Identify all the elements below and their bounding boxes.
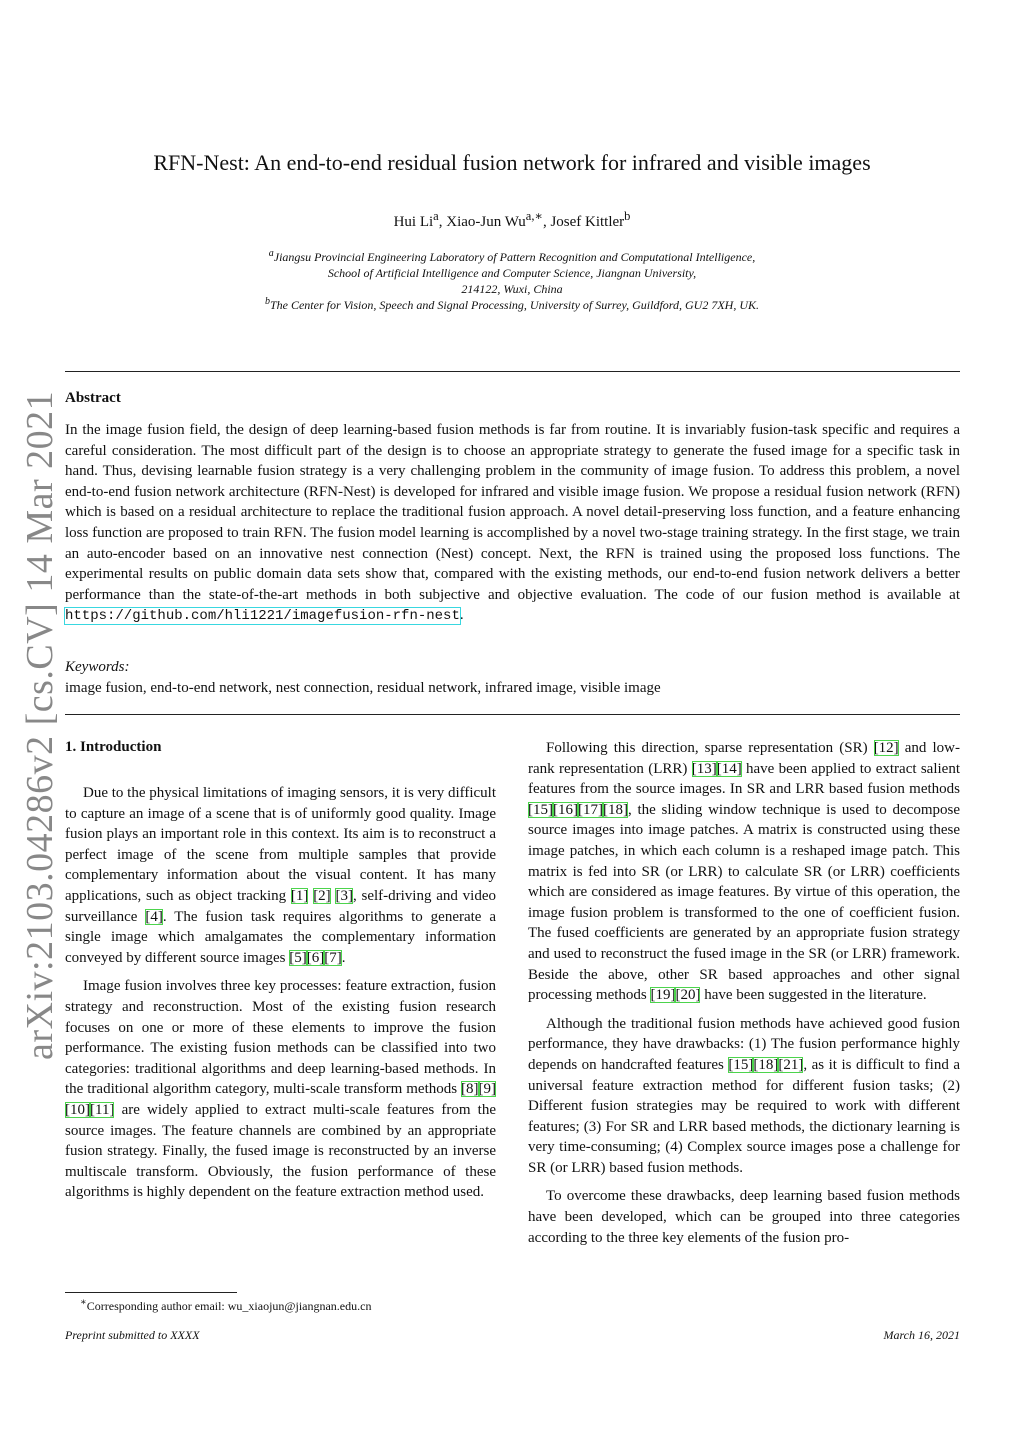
affiliation-mark: a <box>268 248 274 259</box>
affiliation-line: Jiangsu Provincial Engineering Laboratory of Pattern Recognition and Computational Intelligence, <box>273 250 756 264</box>
citation-link[interactable]: [4] <box>145 908 163 925</box>
paragraph <box>528 738 960 1006</box>
abstract-text: In the image fusion field, the design of deep learning-based fusion methods is far from routine. It is invariably fusion-task specific and requires a careful consideration. The most difficult part of the design is to choose an appropriate strategy to generate the fused image for a specific task in hand. Thus, devising learnable fusion strategy is a very challenging problem in the community of image fusion. To address this problem, a novel end-to-end fusion network architecture (RFN-Nest) is developed for infrared and visible image fusion. We propose a residual fusion network (RFN) which is based on a residual architecture to replace the traditional fusion approach. A novel detail-preserving loss function, and a feature enhancing loss function are proposed to train RFN. The fusion model learning is accomplished by a novel two-stage training strategy. In the first stage, we train an auto-encoder based on an innovative nest connection (Nest) concept. Next, the RFN is trained using the proposed loss functions. The experimental results on public domain data sets show that, compared with the existing methods, our end-to-end fusion network delivers a better performance than the state-of-the-art methods in both subjective and objective evaluation. The code of our fusion method is available at <box>65 422 960 603</box>
citation-link[interactable]: [10] <box>65 1101 90 1118</box>
footnote-rule <box>65 1292 237 1293</box>
paragraph <box>65 783 496 968</box>
citation-link[interactable]: [14] <box>716 760 742 777</box>
paragraph-text: Following this direction, sparse representation (SR) <box>546 740 874 756</box>
author-name: Hui Li <box>393 214 434 230</box>
author-affiliation-mark: a,∗ <box>525 209 543 223</box>
citation-link[interactable]: [13] <box>691 760 717 777</box>
citation-link[interactable]: [19] <box>650 987 676 1004</box>
keywords-heading: Keywords: <box>65 659 130 675</box>
footnote-mark: ∗ <box>80 1297 87 1308</box>
abstract-body <box>65 420 960 627</box>
author-affiliation-mark: b <box>624 209 631 223</box>
citation-link[interactable]: [18] <box>603 801 628 818</box>
citation-link[interactable]: [12] <box>873 740 899 756</box>
affiliation-line: 214122, Wuxi, China <box>461 282 563 296</box>
citation-link[interactable]: [15] <box>528 801 553 818</box>
author-name: , Josef Kittler <box>542 214 625 230</box>
citation-link[interactable]: [7] <box>324 949 342 966</box>
right-column <box>528 738 960 1256</box>
affiliation-mark: b <box>264 296 270 307</box>
author-list <box>0 208 1024 231</box>
arxiv-identifier: arXiv:2103.04286v2 [cs.CV] 14 Mar 2021 <box>19 390 61 1060</box>
citation-link[interactable]: [8] <box>461 1081 479 1098</box>
paragraph-text: , self-driving and video surveillance <box>65 887 497 925</box>
affiliation-line: The Center for Vision, Speech and Signal Processing, University of Surrey, Guildford, GU2 7XH, UK. <box>269 298 760 312</box>
citation-link[interactable]: [21] <box>778 1056 804 1073</box>
affiliation-line: School of Artificial Intelligence and Computer Science, Jiangnan University, <box>327 266 697 280</box>
citation-link[interactable]: [16] <box>553 801 578 818</box>
affiliation-b <box>0 294 1024 313</box>
affiliation-a <box>0 246 1024 297</box>
citation-link[interactable]: [15] <box>728 1056 754 1073</box>
citation-link[interactable]: [2] <box>313 887 331 904</box>
citation-link[interactable]: [1] <box>290 887 309 904</box>
citation-link[interactable]: [17] <box>578 801 603 818</box>
paragraph-text: , as it is difficult to find a universal feature extraction method for different fusion tasks; (2) Different fusion strategies may be required to work with different features; (3) For SR and LRR based methods, the dictionary learning is very time-consuming; (4) Complex source images pose a challenge for SR (or LRR) based fusion methods. <box>528 1056 960 1176</box>
paragraph-text: Although the traditional fusion methods have achieved good fusion performance, they have drawbacks: (1) The fusion performance highly depends on handcrafted features <box>528 1015 960 1073</box>
citation-link[interactable]: [3] <box>335 887 353 904</box>
paragraph: To overcome these drawbacks, deep learning based fusion methods have been developed, which can be grouped into three categories according to the three key elements of the fusion pro- <box>528 1188 960 1246</box>
punctuation: . <box>459 607 464 624</box>
section-heading: 1. Introduction <box>65 739 162 755</box>
citation-link[interactable]: [11] <box>90 1101 115 1118</box>
paragraph-text: have been suggested in the literature. <box>700 987 927 1004</box>
paragraph <box>528 1014 960 1179</box>
paragraph-text: Due to the physical limitations of imaging sensors, it is very difficult to capture an image of a scene that is of uniformly good quality. Image fusion plays an important role in this context. Its aim is to reconstruct a perfect image of the scene from multiple samples that provide complementary information about the visual content. It has many applications, such as object tracking <box>65 785 496 904</box>
preprint-note: Preprint submitted to XXXX <box>65 1328 200 1342</box>
paper-title: RFN-Nest: An end-to-end residual fusion network for infrared and visible images <box>153 150 871 175</box>
citation-link[interactable]: [6] <box>306 949 325 966</box>
author-affiliation-mark: a <box>433 209 439 223</box>
divider <box>65 714 960 715</box>
paragraph-text: . <box>341 949 346 966</box>
footnote-text: Corresponding author email: wu_xiaojun@jiangnan.edu.cn <box>86 1299 372 1313</box>
citation-link[interactable]: [18] <box>753 1056 779 1073</box>
paragraph-text: are widely applied to extract multi-scale features from the source images. The feature channels are combined by an appropriate fusion strategy. Finally, the fused image is reconstructed by an inverse multiscale transform. Obviously, the fusion performance of these algorithms is highly dependent on the feature extraction method used. <box>65 1101 496 1201</box>
citation-link[interactable]: [20] <box>675 987 701 1004</box>
paragraph-text: Image fusion involves three key processes: feature extraction, fusion strategy and reconstruction. Most of the existing fusion research focuses on one or more of these elements to improve the fusion performance. The existing fusion methods can be classified into two categories: traditional algorithms and deep learning-based methods. In the traditional algorithm category, multi-scale transform methods <box>65 978 496 1098</box>
citation-link[interactable]: [9] <box>478 1081 496 1098</box>
date: March 16, 2021 <box>883 1328 960 1342</box>
paragraph-text: , the sliding window technique is used to decompose source images into image patches. A matrix is constructed using these image patches, in which each column is a reshaped image patch. This matrix is fed into SR (or LRR) to calculate SR (or LRR) coefficients which are considered as image features. By virtue of this operation, the image fusion problem is transformed to the one of coefficient fusion. The fused coefficients are generated by an appropriate fusion strategy and used to reconstruct the fused image in the SR (or LRR) framework. Beside the above, other SR based approaches and other signal processing methods <box>528 801 960 1004</box>
footnote <box>80 1297 371 1314</box>
left-column <box>65 783 496 1211</box>
abstract-heading: Abstract <box>65 390 121 406</box>
author-name: , Xiao-Jun Wu <box>438 214 526 230</box>
paragraph <box>65 976 496 1203</box>
citation-link[interactable]: [5] <box>289 949 307 966</box>
divider <box>65 371 960 372</box>
paragraph-text: . The fusion task requires algorithms to generate a single image which amalgamates the complementary information conveyed by different source images <box>65 908 496 966</box>
paragraph-text: have been applied to extract salient features from the source images. In SR and LRR based fusion methods <box>528 760 960 798</box>
keywords-list: image fusion, end-to-end network, nest connection, residual network, infrared image, visible image <box>65 680 661 696</box>
paragraph-text: and low-rank representation (LRR) <box>528 740 961 777</box>
code-link[interactable]: https://github.com/hli1221/imagefusion-rfn-nest <box>65 608 460 625</box>
